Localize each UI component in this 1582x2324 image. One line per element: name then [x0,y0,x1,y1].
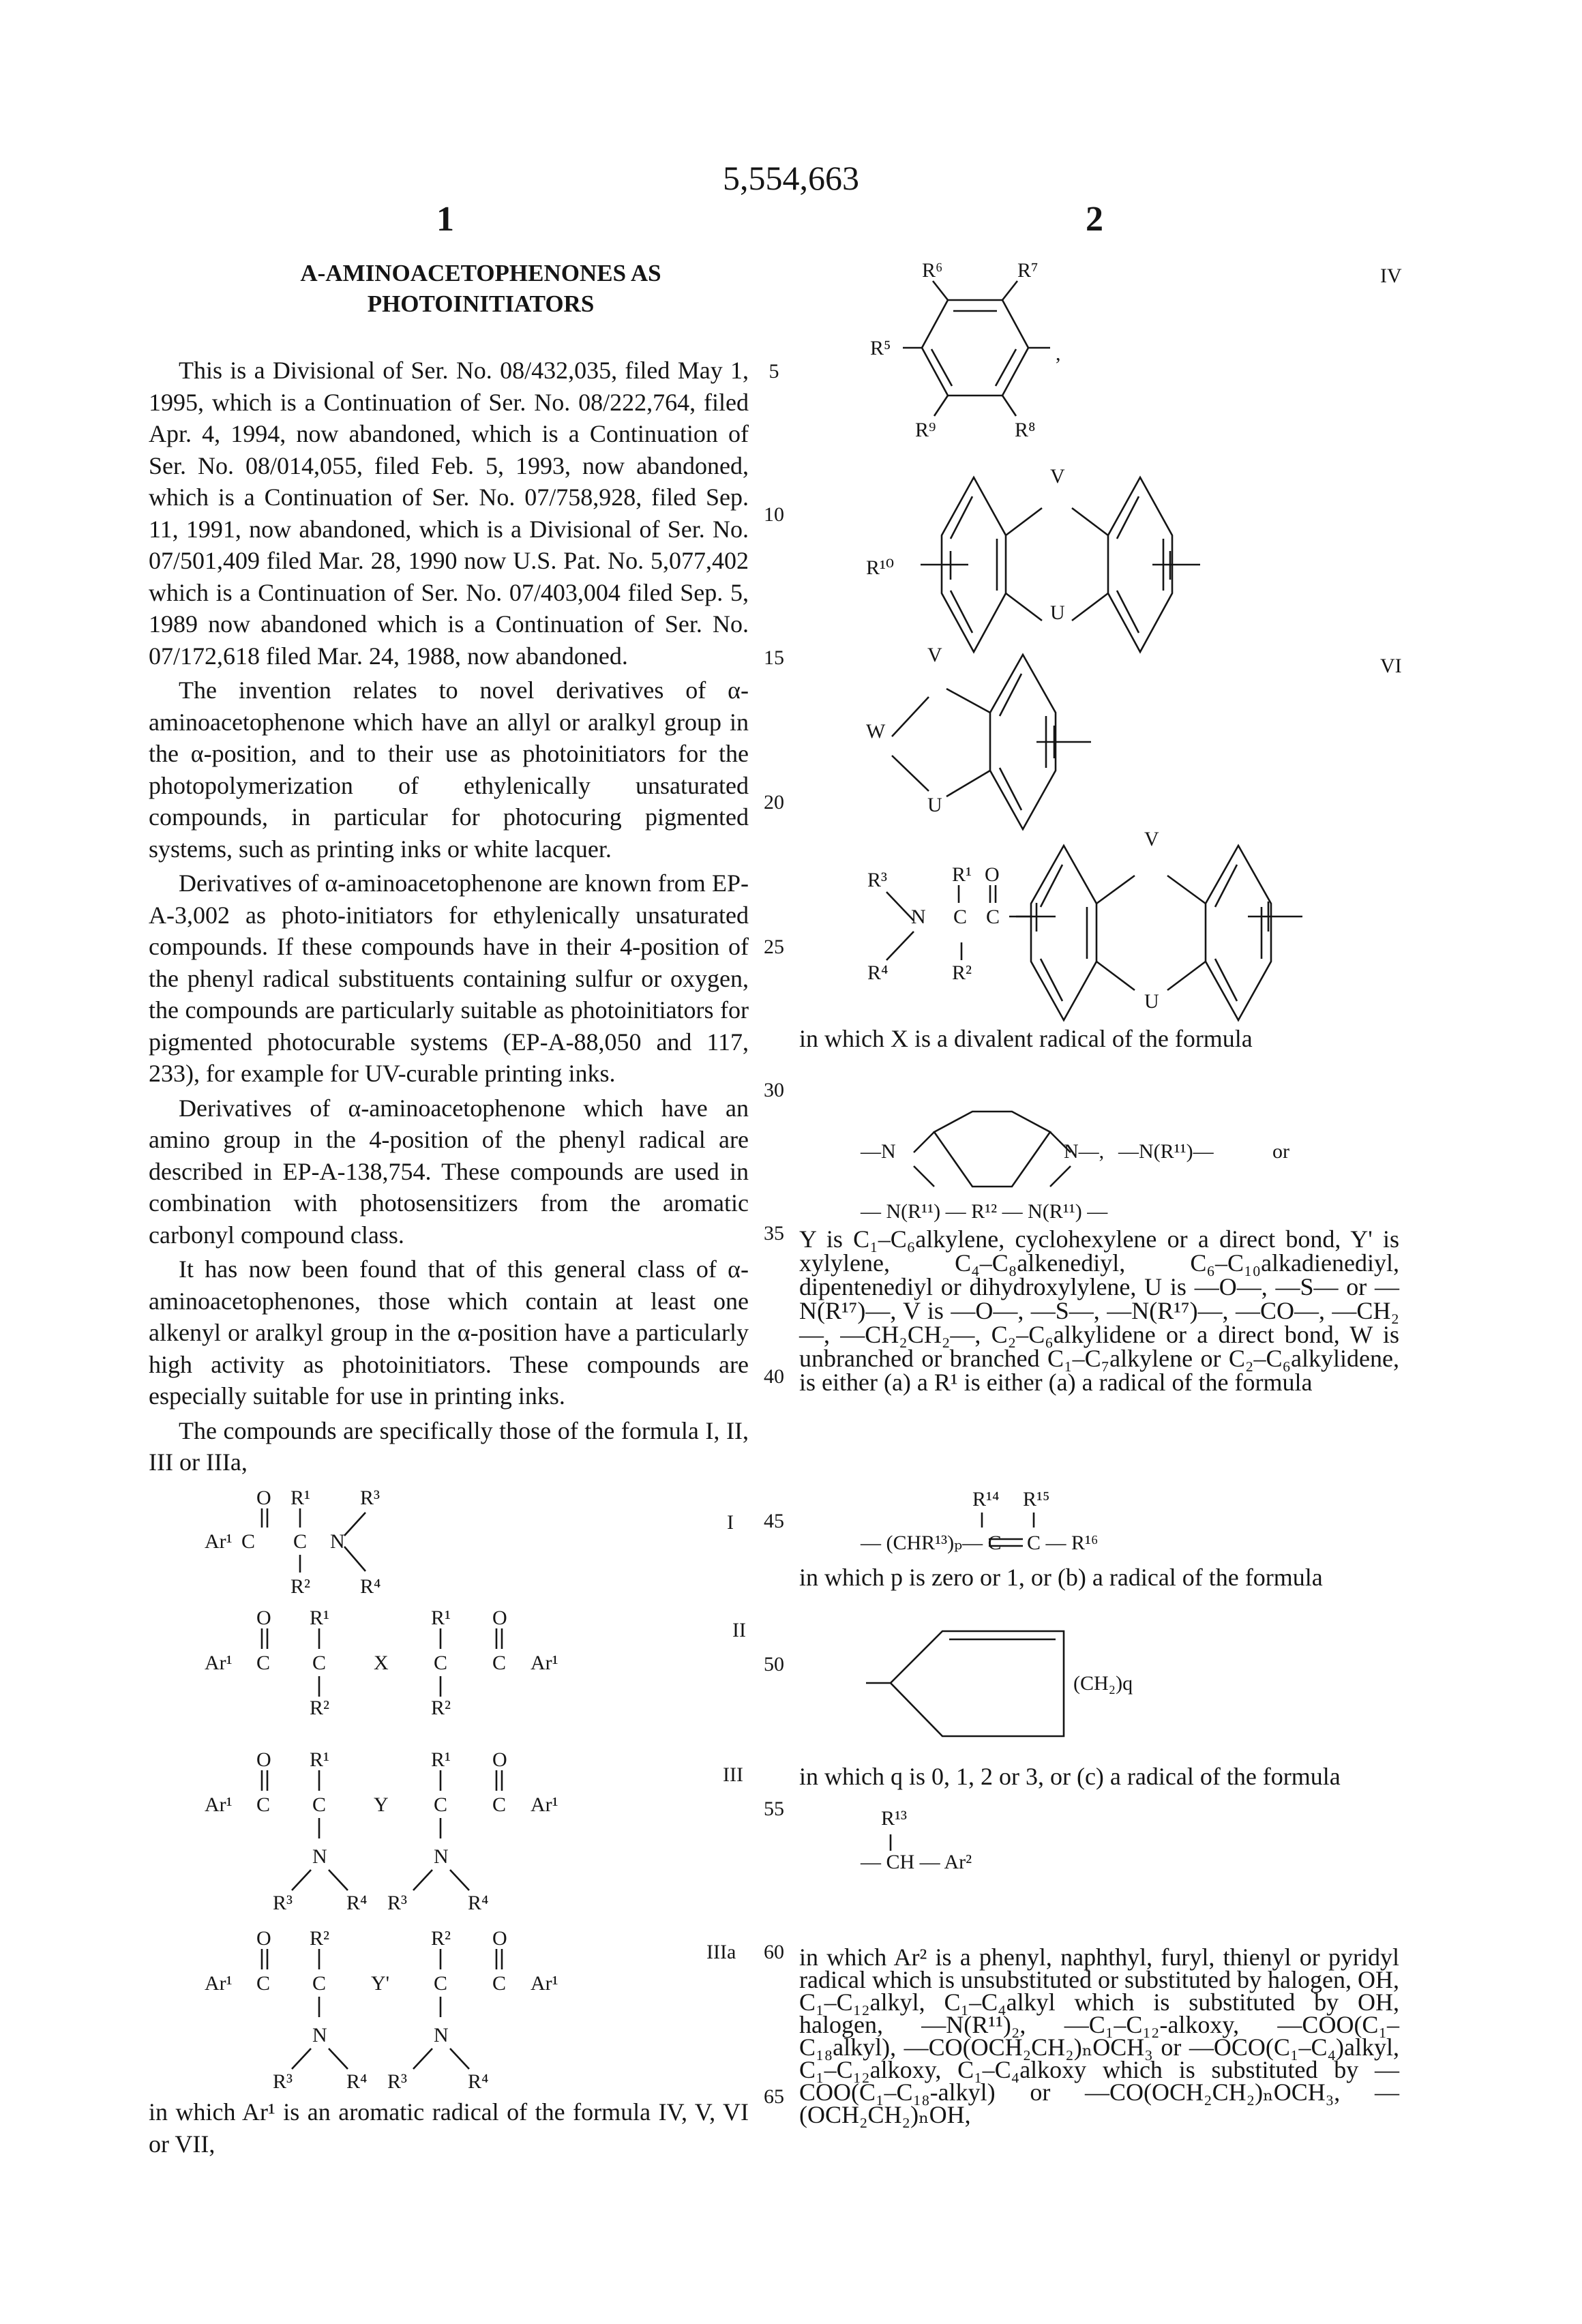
text-q-definition: in which q is 0, 1, 2 or 3, or (c) a radical of the formula [799,1761,1399,1793]
i-n: N [330,1530,345,1553]
iii-c1: C [256,1793,270,1816]
i-o: O [256,1487,271,1509]
text-y-u-v-w-definition: Y is C₁–C₆alkylene, cyclohexylene or a direct bond, Y' is xylylene, C₄–C₈alkenediyl, C₆–C₁₀alkadienediyl, dipentenediyl or dihydroxylylene, U is —O—, —S— or —N(R¹⁷)—, V is —O—, —S—, —N(R¹⁷)—, —CO—, —CH₂—, —CH₂CH₂—, C₂–C₆alkylidene or a direct bond, W is unbranched or branched C₁–C₇alkylene or C₂–C₆alkylidene, is either (a) a R¹ is either (a) a radical of the formula [799,1227,1399,1395]
iii-ar1-left: Ar¹ [205,1793,233,1816]
document-title: Α-AMINOACETOPHENONES AS PHOTOINITIATORS [205,258,757,319]
line-number: 40 [750,1365,798,1388]
line-number: 60 [750,1941,798,1964]
ii-c2: C [312,1652,326,1674]
ii-r1b: R¹ [431,1607,451,1629]
r1c-r13: R¹³ [881,1807,907,1830]
iii-ar1-right: Ar¹ [531,1793,558,1816]
ii-r2b: R² [431,1697,451,1719]
vii-r1: R¹ [952,863,972,886]
iii-r1b: R¹ [431,1748,451,1771]
iiia-ar1-right: Ar¹ [531,1972,558,1995]
iv-r8: R⁸ [1015,419,1035,441]
text-x-definition: in which X is a divalent radical of the formula [799,1023,1399,1055]
line-number: 15 [750,646,798,670]
ii-c4: C [492,1652,506,1674]
x-nr11: —N(R¹¹)— [1118,1140,1214,1163]
text-p-definition: in which p is zero or 1, or (b) a radical of the formula [799,1562,1399,1594]
iv-comma: , [1056,342,1061,365]
vii-r2: R² [952,962,972,984]
iiia-r4b: R⁴ [468,2070,488,2093]
ii-ar1-left: Ar¹ [205,1652,233,1674]
vi-u: U [927,794,942,816]
x-piperazine-right: N—, [1064,1140,1104,1163]
r1c-ch-ar2: — CH — Ar² [860,1851,972,1873]
ii-r2a: R² [310,1697,329,1719]
iii-c2: C [312,1793,326,1816]
ii-r1a: R¹ [310,1607,329,1629]
i-ar1: Ar¹ [205,1530,233,1553]
iiia-r3b: R³ [387,2070,407,2093]
x-piperazine-left: —N [860,1140,896,1163]
left-column-closing: in which Ar¹ is an aromatic radical of the formula IV, V, VI or VII, [149,2096,749,2160]
iv-r9: R⁹ [915,419,936,441]
formula-v-rings [921,477,1200,652]
formula-label-IIIa: IIIa [706,1941,736,1964]
column-number-right: 2 [1086,199,1103,239]
patent-number: 5,554,663 [0,158,1582,198]
formula-vii-rings [886,846,1302,1020]
i-r3: R³ [360,1487,380,1509]
paragraph-related-applications: This is a Divisional of Ser. No. 08/432,035, filed May 1, 1995, which is a Continuation of Ser. No. 08/222,764, filed Apr. 4, 1994, now abandoned, which is a Continuation of Ser. No. 08/014,055, filed Feb. 5, 1993, now abandoned, which is a Continuation of Ser. No. 07/758,928, filed Sep. 11, 1991, now abandoned, which is a Divisional of Ser. No. 07/501,409 filed Mar. 28, 1990 now U.S. Pat. No. 5,077,402 which is a Continuation of Ser. No. 07/403,004 filed Sep. 5, 1989 now abandoned which is a Continuation of Ser. No. 07/172,618 filed Mar. 24, 1988, now abandoned. [149,355,749,672]
ii-o1: O [256,1607,271,1629]
formula-label-IV: IV [1380,265,1402,288]
ii-ar1-right: Ar¹ [531,1652,558,1674]
line-number: 20 [750,791,798,814]
line-number: 25 [750,936,798,959]
line-number: 35 [750,1222,798,1245]
formula-iiia-bonds [262,1949,502,2069]
paragraph-finding: It has now been found that of this general class of α-aminoacetophenones, those which contain at least one alkenyl or aralkyl group in the α-position have a particularly high activity as photoinitiators. These compounds are especially suitable for use in printing inks. [149,1253,749,1412]
formula-label-II: II [732,1619,746,1642]
line-number: 30 [750,1079,798,1102]
iii-r3a: R³ [273,1892,293,1914]
formula-iv-ring [903,281,1050,416]
i-c-alpha: C [293,1530,307,1553]
ii-x: X [374,1652,389,1674]
i-dash-c: C [241,1530,255,1553]
line-number: 55 [750,1798,798,1821]
i-r4: R⁴ [360,1575,380,1598]
vii-r3: R³ [867,869,887,891]
r1a-r15: R¹⁵ [1023,1488,1049,1510]
i-r1: R¹ [290,1487,310,1509]
formula-label-I: I [727,1511,734,1534]
vii-c2: C [986,906,1000,928]
ii-c3: C [434,1652,447,1674]
iii-n2: N [434,1845,449,1868]
paragraph-formulas-intro: The compounds are specifically those of the formula I, II, III or IIIa, [149,1415,749,1478]
vii-v: V [1144,828,1159,850]
iiia-c1: C [256,1972,270,1995]
formula-i-bonds [262,1508,365,1573]
v-bridge-v: V [1050,465,1065,488]
iiia-r4a: R⁴ [346,2070,367,2093]
iiia-n1: N [312,2024,327,2046]
iii-r4a: R⁴ [346,1892,367,1914]
paragraph-prior-art-2: Derivatives of α-aminoacetophenone which have an amino group in the 4-position of the phenyl radical are described in EP-A-138,754. These compounds are used in combination with photosensitizers from the aromatic carbonyl compound class. [149,1092,749,1251]
v-r10: R¹⁰ [866,556,894,579]
paragraph-invention: The invention relates to novel derivatives of α-aminoacetophenone which have an allyl or aralkyl group in the α-position, and to their use as photoinitiators for the photopolymerization of ethylenically unsaturated compounds, in particular for photocuring pigmented systems, such as printing inks or white lacquer. [149,674,749,865]
text-ar2-definition: in which Ar² is a phenyl, naphthyl, furyl, thienyl or pyridyl radical which is unsubstituted or substituted by halogen, OH, C₁–C₁₂alkyl, C₁–C₄alkyl which is substituted by OH, halogen, —N(R¹¹)₂, —C₁–C₁₂-alkoxy, —COO(C₁–C₁₈alkyl), —CO(OCH₂CH₂)ₙOCH₃ or —OCO(C₁–C₄)alkyl, C₁–C₁₂alkoxy, C₁–C₄alkoxy which is substituted by —COO(C₁–C₁₈-alkyl) or —CO(OCH₂CH₂)ₙOCH₃, —(OCH₂CH₂)ₙOH, [799,1946,1399,2126]
iii-y: Y [374,1793,389,1816]
formula-iii-bonds [262,1770,502,1890]
formula-label-III: III [723,1763,743,1787]
v-bridge-u: U [1050,601,1065,624]
r1-option-b-ring [866,1631,1064,1736]
iii-o2: O [492,1748,507,1771]
iiia-r3a: R³ [273,2070,293,2093]
formula-label-VI: VI [1380,655,1402,678]
iiia-c3: C [434,1972,447,1995]
iii-r4b: R⁴ [468,1892,488,1914]
x-nr11-chain: — N(R¹¹) — R¹² — N(R¹¹) — [860,1200,1108,1223]
r1a-c-r16: C — R¹⁶ [1027,1532,1098,1554]
piperazine-ring [914,1112,1071,1187]
vii-o: O [985,863,1000,886]
r1a-chr13: — (CHR¹³)ₚ— C [860,1532,1002,1554]
r1a-r14: R¹⁴ [972,1488,999,1510]
iv-r7: R⁷ [1017,259,1038,282]
iv-r5: R⁵ [870,337,891,359]
line-number: 10 [750,503,798,526]
iiia-y-prime: Y' [371,1972,389,1995]
iii-r1a: R¹ [310,1748,329,1771]
iiia-o1: O [256,1927,271,1950]
line-number: 45 [750,1510,798,1533]
iii-o1: O [256,1748,271,1771]
column-number-left: 1 [436,199,454,239]
iiia-r2a: R² [310,1927,329,1950]
x-or: or [1272,1140,1289,1163]
line-number: 65 [750,2085,798,2109]
vi-v: V [927,644,942,666]
vii-n: N [911,906,926,928]
ii-o2: O [492,1607,507,1629]
paragraph-prior-art-1: Derivatives of α-aminoacetophenone are known from EP-A-3,002 as photo-initiators for ethylenically unsaturated compounds. If these compounds have in their 4-position of the phenyl radical substituents containing sulfur or oxygen, the compounds are particularly suitable as photoinitiators for pigmented photocurable systems (EP-A-88,050 and 117, 233), for example for UV-curable printing inks. [149,867,749,1090]
iii-c3: C [434,1793,447,1816]
iiia-o2: O [492,1927,507,1950]
iiia-n2: N [434,2024,449,2046]
iiia-c4: C [492,1972,506,1995]
i-r2: R² [290,1575,310,1598]
vii-r4: R⁴ [867,962,888,984]
iiia-r2b: R² [431,1927,451,1950]
chemical-structures [0,0,1582,2324]
iii-r3b: R³ [387,1892,407,1914]
vii-u: U [1144,990,1159,1013]
ii-c1: C [256,1652,270,1674]
iiia-c2: C [312,1972,326,1995]
line-number: 50 [750,1653,798,1676]
iii-n1: N [312,1845,327,1868]
iiia-ar1-left: Ar¹ [205,1972,233,1995]
formula-vi-ring [892,655,1091,829]
line-number: 5 [750,360,798,383]
iii-c4: C [492,1793,506,1816]
vii-c1: C [953,906,967,928]
iv-r6: R⁶ [922,259,942,282]
r1b-ch2q: (CH₂)q [1073,1672,1133,1695]
vi-w: W [866,720,886,743]
